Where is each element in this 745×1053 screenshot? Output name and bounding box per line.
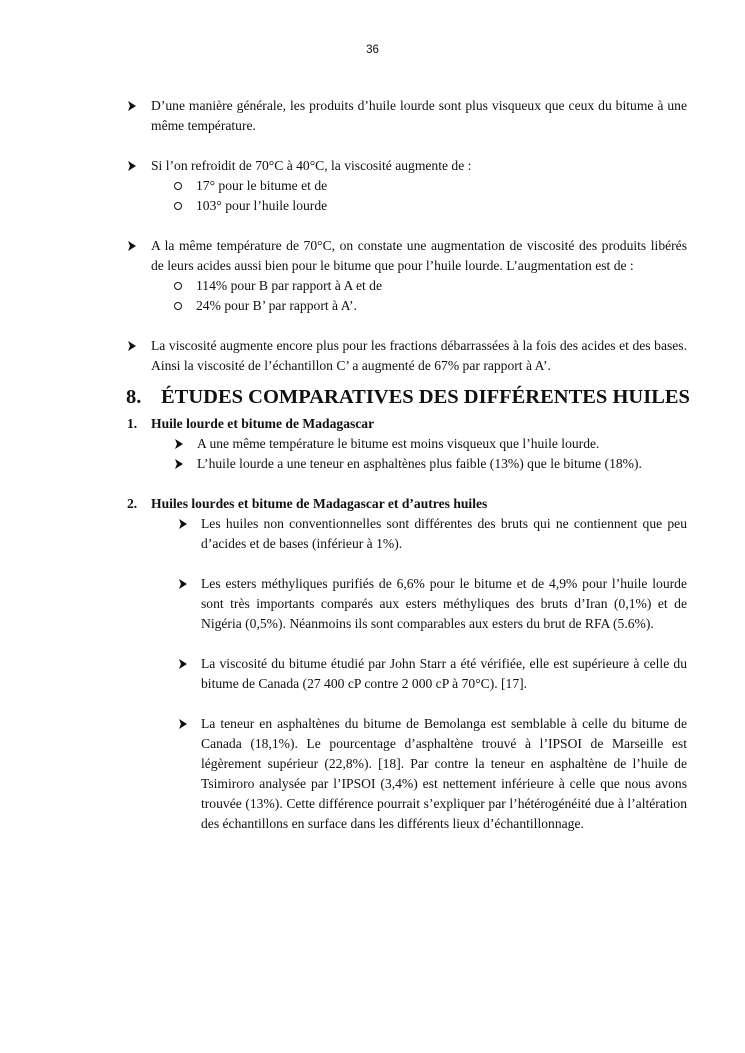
subsection-number: 1.: [127, 416, 138, 431]
arrow-bullet-icon: [128, 101, 136, 111]
section-heading: [0, 384, 745, 410]
bullet-text: Les huiles non conventionnelles sont différentes des bruts qui ne contiennent que peu d’acides et de bases (inférieur à 1%).: [201, 516, 687, 551]
circle-bullet-icon: [174, 202, 182, 210]
bullet-text: D’une manière générale, les produits d’huile lourde sont plus visqueux que ceux du bitume à une même température.: [151, 98, 687, 133]
bullet-item: [0, 156, 745, 176]
sub-item: [0, 296, 745, 316]
subsection-title: Huiles lourdes et bitume de Madagascar et d’autres huiles: [151, 496, 488, 511]
arrow-bullet-icon: [179, 659, 187, 669]
circle-bullet-icon: [174, 302, 182, 310]
bullet-item: [0, 434, 745, 454]
arrow-bullet-icon: [179, 719, 187, 729]
circle-bullet-icon: [174, 282, 182, 290]
bullet-item: [0, 574, 745, 634]
arrow-bullet-icon: [128, 241, 136, 251]
arrow-bullet-icon: [128, 341, 136, 351]
sub-item-text: 24% pour B’ par rapport à A’.: [196, 298, 357, 313]
bullet-item: [0, 454, 745, 474]
subsection-heading: [0, 494, 745, 514]
arrow-bullet-icon: [128, 161, 136, 171]
section-title: ÉTUDES COMPARATIVES DES DIFFÉRENTES HUILES: [161, 386, 690, 408]
bullet-item: [0, 96, 745, 136]
page-content: [0, 96, 745, 834]
page-number: 36: [366, 44, 379, 56]
sub-item-text: 17° pour le bitume et de: [196, 178, 328, 193]
bullet-text: La teneur en asphaltènes du bitume de Bemolanga est semblable à celle du bitume de Canada (18,1%). Le pourcentage d’asphaltène trouvé à l’IPSOI de Marseille est légèrement supérieur (22,8%). [18]. Par contre la teneur en asphaltène de l’huile de Tsimiroro analysée par l’IPSOI (3,4%) est nettement inférieure à celle que nous avons trouvée (13%). Cette différence pourrait s’expliquer par l’hétérogénéité due à l’altération des échantillons en surface dans les différents lieux d’échantillonnage.: [201, 716, 687, 831]
circle-bullet-icon: [174, 182, 182, 190]
sub-item: [0, 196, 745, 216]
subsection-title: Huile lourde et bitume de Madagascar: [151, 416, 375, 431]
arrow-bullet-icon: [179, 579, 187, 589]
sub-item: [0, 276, 745, 296]
bullet-text: La viscosité augmente encore plus pour les fractions débarrassées à la fois des acides et des bases. Ainsi la viscosité de l’échantillon C’ a augmenté de 67% par rapport à A’.: [151, 338, 687, 373]
bullet-item: [0, 236, 745, 276]
subsection-number: 2.: [127, 496, 138, 511]
bullet-text: Les esters méthyliques purifiés de 6,6% pour le bitume et de 4,9% pour l’huile lourde sont très importants comparés aux esters méthyliques des bruts d’Iran (0,1%) et de Nigéria (0,5%). Néanmoins ils sont comparables aux esters du brut de RFA (5.6%).: [201, 576, 687, 631]
bullet-text: Si l’on refroidit de 70°C à 40°C, la viscosité augmente de :: [151, 158, 472, 173]
subsection-heading: [0, 414, 745, 434]
sub-item: [0, 176, 745, 196]
arrow-bullet-icon: [175, 439, 183, 449]
bullet-item: [0, 336, 745, 376]
arrow-bullet-icon: [175, 459, 183, 469]
bullet-item: [0, 714, 745, 834]
bullet-item: [0, 514, 745, 554]
sub-item-text: 114% pour B par rapport à A et de: [196, 278, 382, 293]
section-number: 8.: [126, 386, 142, 408]
bullet-text: A une même température le bitume est moins visqueux que l’huile lourde.: [197, 436, 600, 451]
bullet-text: La viscosité du bitume étudié par John Starr a été vérifiée, elle est supérieure à celle du bitume de Canada (27 400 cP contre 2 000 cP à 70°C). [17].: [201, 656, 687, 691]
bullet-text: L’huile lourde a une teneur en asphaltènes plus faible (13%) que le bitume (18%).: [197, 456, 642, 471]
arrow-bullet-icon: [179, 519, 187, 529]
bullet-text: A la même température de 70°C, on constate une augmentation de viscosité des produits libérés de leurs acides aussi bien pour le bitume que pour l’huile lourde. L’augmentation est de :: [151, 238, 687, 273]
sub-item-text: 103° pour l’huile lourde: [196, 198, 328, 213]
bullet-item: [0, 654, 745, 694]
